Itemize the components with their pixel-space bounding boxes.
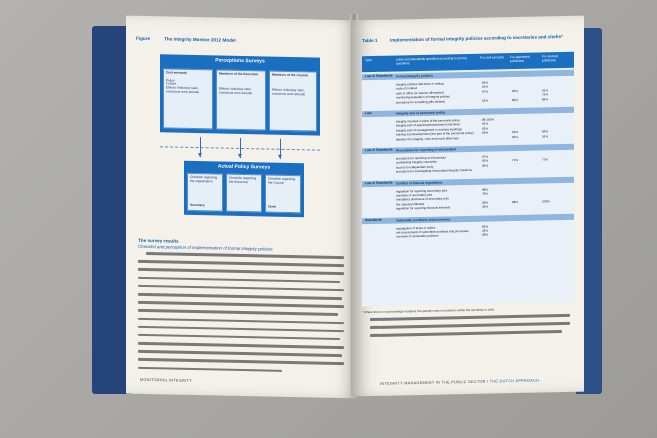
folio-accent: THE DUTCH APPROACH <box>489 378 540 384</box>
executive-checklist-box <box>226 174 262 213</box>
council-label: Members of the Council <box>272 72 309 78</box>
council-checklist-box <box>265 174 301 213</box>
cell-value: 95% <box>482 163 489 168</box>
cell-value: 69% <box>542 129 549 134</box>
cell-value: 75% <box>542 92 549 97</box>
row-label: regulation for reporting financial interests <box>396 205 451 211</box>
row-label: (for selected officials) <box>396 201 425 207</box>
integrity-model-diagram <box>144 48 342 226</box>
cell-value: 49% <box>482 204 489 209</box>
executive-label: Members of the Executive <box>219 71 259 77</box>
table-title: Implementation of formal integrity policies according to secretaries and clerks* <box>390 34 563 43</box>
clerk-label: Clerk <box>268 204 276 209</box>
row-label: confidential integrity counsellor <box>396 160 438 165</box>
effects-label: Effects: following rules, conscious work attitude <box>219 86 253 96</box>
row-type-label: Law & Standards <box>365 180 393 185</box>
section-band-label: Conflict of interest regulations <box>396 180 443 186</box>
cell-value: 100% <box>542 199 550 204</box>
row-label: regulation for reporting secondary jobs <box>396 188 448 194</box>
row-label: risk assessment of vulnerable positions and processes <box>396 228 469 235</box>
table-header <box>362 52 574 72</box>
section-subheading: Checklist and perception of implementation of formal integrity policies <box>138 243 273 252</box>
checklist-label: Checklist regarding the organisation <box>190 174 218 184</box>
row-label: code of conduct <box>396 86 418 91</box>
figure-label: Figure <box>136 35 151 42</box>
perceptions-title: Perceptions Surveys <box>215 57 265 65</box>
cell-value: 92% <box>482 126 489 131</box>
body-text-block <box>138 252 344 379</box>
section-band-label: Procedures for reporting of misconduct <box>396 147 457 153</box>
integrity-table <box>362 52 574 306</box>
row-type-label: Standards <box>365 217 382 222</box>
column-header: For elected politicians <box>542 54 558 63</box>
cell-value: 86% <box>542 96 549 102</box>
cell-value: 98-100% <box>482 117 495 122</box>
column-header: For appointed politicians <box>510 54 530 63</box>
cell-value: 71% <box>542 157 549 162</box>
left-page <box>126 16 358 399</box>
row-label: mandatory disclosure of secondary jobs <box>396 196 449 202</box>
cell-value: 92% <box>482 158 489 164</box>
checklist-label: Checklist regarding the Council <box>268 176 296 185</box>
cell-value: 95% <box>512 88 519 93</box>
civil-servants-box <box>163 68 213 129</box>
folio-right: INTEGRITY MANAGEMENT IN THE PUBLIC SECTOR / THE DUTCH APPROACH <box>380 378 540 386</box>
table-label: Table 1 <box>362 37 378 44</box>
right-page <box>352 16 584 397</box>
row-type-label: Law <box>365 111 372 116</box>
row-type-label: Law & Standards <box>365 147 393 153</box>
civil-servants-label: Civil servants <box>166 70 187 75</box>
section-band-label: Integrity and of personnel policy <box>396 110 446 116</box>
cell-value: 97% <box>482 89 489 94</box>
cell-value: 91% <box>482 121 489 127</box>
row-label: oath of office (or solemn affirmation) <box>396 90 444 96</box>
cell-value: 78% <box>482 191 489 196</box>
cell-value: 54% <box>482 98 489 103</box>
cell-value: 91% <box>482 84 489 90</box>
cell-value: 85% <box>512 97 519 102</box>
organisation-checklist-box <box>187 173 223 212</box>
cell-value: 59% <box>512 130 519 135</box>
actual-policy-surveys-box <box>184 161 304 218</box>
cell-value: 91% <box>542 133 549 139</box>
arrow-down-icon <box>200 137 201 157</box>
open-book <box>92 4 602 396</box>
perceptions-surveys-box <box>160 54 320 135</box>
actual-title: Actual Policy Surveys <box>217 163 271 171</box>
row-label: procedure for reporting of misconduct <box>396 155 446 161</box>
row-label: procedure for accepting gifts allowed <box>396 99 445 105</box>
row-label: segregation of tasks or duties <box>396 225 436 231</box>
row-label: integrity policies laid down in writing <box>396 81 444 87</box>
row-label: monitoring/evaluation of integrity policies <box>396 94 451 100</box>
table-footnote: * Where there is no percentage included, the question was not asked to either the secretary or clerk. <box>362 307 495 315</box>
row-label: integrity part of management or working meetings <box>396 126 462 133</box>
executive-box <box>216 69 266 130</box>
cell-value: 98% <box>512 199 519 204</box>
column-header: Laws and Standards specified according to survey questions <box>396 56 468 66</box>
figure-title: The Integrity Monitor 2012 Model <box>164 36 236 43</box>
section-band-label: Formal integrity policies <box>396 73 433 79</box>
cell-value: 71% <box>512 158 519 163</box>
cell-value: 98% <box>482 187 489 192</box>
cell-value: 91% <box>542 88 549 93</box>
section-band-label: Vulnerable positions and processes <box>396 216 451 223</box>
row-label: training and development (are part of the personnel policy) <box>396 131 474 137</box>
cell-value: 39% <box>482 200 489 205</box>
cell-value: 43% <box>482 228 489 233</box>
cell-value: 84% <box>482 80 489 85</box>
row-label: procedure for investigating misconduct/integrity violations <box>396 168 473 174</box>
cell-value: 97% <box>482 154 489 159</box>
arrow-down-icon <box>240 138 241 158</box>
row-label: integrity involved in parts of the personnel policy <box>396 118 460 124</box>
diagram-arrows <box>160 136 320 161</box>
folio-left: MONITORING INTEGRITY <box>140 377 192 383</box>
checklist-label: Checklist regarding the Executive <box>229 175 257 184</box>
row-type-label: Law & Standards <box>365 73 393 79</box>
body-text-block <box>370 314 570 343</box>
column-header: For civil servants <box>480 55 504 60</box>
row-label: attention for integrity, risks and moral dilemmas <box>396 135 459 142</box>
row-label: integrity part of appraisal/assessment interviews <box>396 122 460 128</box>
cell-value: 83% <box>482 224 489 229</box>
arrow-down-icon <box>280 139 281 159</box>
secretary-label: Secretary <box>190 203 205 208</box>
effects-label: Effects: following rules, conscious work attitude <box>272 87 306 97</box>
cell-value: 38% <box>482 232 489 238</box>
cell-value: 95% <box>512 134 519 139</box>
council-box <box>269 71 317 132</box>
policy-label: Policy <box>166 78 175 83</box>
folio-text: INTEGRITY MANAGEMENT IN THE PUBLIC SECTOR <box>380 379 486 386</box>
section-heading: The survey results <box>138 237 179 244</box>
cell-value: 59% <box>482 130 489 135</box>
column-header: Type <box>365 58 372 63</box>
row-label: overview of secondary jobs <box>396 192 433 198</box>
row-label: overview of vulnerable positions <box>396 233 439 239</box>
row-label: access to independent body <box>396 164 434 170</box>
effects-label: Effects: following rules, conscious work attitude <box>166 85 200 95</box>
culture-label: Culture <box>166 81 177 87</box>
